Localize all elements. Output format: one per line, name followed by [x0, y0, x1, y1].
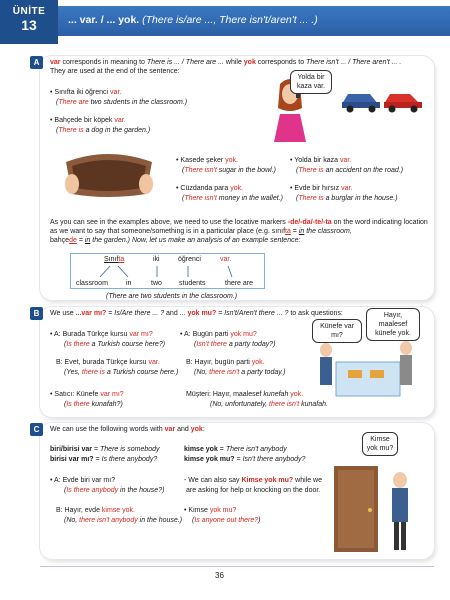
analysis-word-var: var. — [220, 256, 232, 263]
analysis-gloss-students: students — [179, 280, 206, 287]
question-speech-bubble: Künefe var mı? — [312, 319, 362, 343]
section-a-intro-1: var corresponds in meaning to There is ... / There are ... while yok corresponds to There isn't ... / There aren't ... . — [50, 59, 402, 66]
word-kimse-yok-mu: kimse yok mu? = Isn't there anybody? — [184, 456, 306, 463]
unit-badge — [0, 0, 58, 44]
example-3-turkish: • Kasede şeker yok. — [176, 157, 238, 164]
example-c2-question-english: (Is anyone out there?) — [192, 517, 261, 524]
dialog-3-answer: Müşteri: Hayır, maalesef kunefah yok. — [186, 391, 304, 398]
analysis-gloss-there-are: there are — [225, 280, 254, 287]
locative-explanation-1: As you can see in the examples above, we need to use the locative markers -de/-da/-te/-ta on the word indicating location — [50, 219, 428, 226]
example-c2-question: • Kimse yok mu? — [184, 507, 237, 514]
title-main: ... var. / ... yok. — [68, 14, 140, 26]
dialog-1-question-english: (Is there a Turkish course here?) — [64, 341, 166, 348]
example-1-turkish: • Sınıfta iki öğrenci var. — [50, 89, 122, 96]
example-6-english: (There is a burglar in the house.) — [296, 195, 398, 202]
example-c1-answer-english: (No, there isn't anybody in the house.) — [64, 517, 183, 524]
example-5-turkish: • Cüzdanda para yok. — [176, 185, 244, 192]
footer-divider — [40, 566, 434, 567]
dialog-1-question: • A: Burada Türkçe kursu var mı? — [50, 331, 153, 338]
analysis-gloss-in: in — [126, 280, 132, 287]
example-6-turkish: • Evde bir hırsız var. — [290, 185, 353, 192]
example-c1-question-english: (Is there anybody in the house?) — [64, 487, 165, 494]
section-a-badge: A — [30, 56, 43, 69]
word-biri-var: biri/birisi var = There is somebody — [50, 446, 160, 453]
car-accident-illustration — [340, 86, 424, 114]
word-birisi-var-mi: birisi var mı? = Is there anybody? — [50, 456, 158, 463]
dialog-2-answer-english: (No, there isn't a party today.) — [194, 369, 286, 376]
example-4-turkish: • Yolda bir kaza var. — [290, 157, 352, 164]
section-b-badge: B — [30, 307, 43, 320]
dialog-3-question: • Satıcı: Künefe var mı? — [50, 391, 124, 398]
locative-explanation-3: bahçede = in the garden.) Now, let us make an analysis of an example sentence: — [50, 237, 301, 244]
analysis-word-iki: iki — [153, 256, 160, 263]
analysis-word-sinifta: Sınıfta — [104, 256, 125, 263]
section-b-intro: We use ...var mı? = Is/Are there ... ? and ... yok mu? = Isn't/Aren't there ... ? to ask questions: — [50, 310, 343, 317]
page-header — [0, 0, 450, 44]
usage-note-1: - We can also say Kimse yok mu? while we — [184, 477, 322, 484]
analysis-translation: (There are two students in the classroom.) — [106, 293, 238, 300]
example-4-english: (There is an accident on the road.) — [296, 167, 404, 174]
analysis-gloss-two: two — [151, 280, 162, 287]
example-c1-answer: B: Hayır, evde kimse yok. — [56, 507, 135, 514]
usage-note-2: are asking for help or knocking on the door. — [186, 487, 321, 494]
answer-speech-bubble: Hayır, maalesef künefe yok. — [366, 308, 420, 341]
dialog-3-question-english: (Is there kunafah?) — [64, 401, 123, 408]
example-1-english: (There are two students in the classroom.) — [56, 99, 188, 106]
title-italic: (There is/are ..., There isn't/aren't ... .) — [142, 14, 318, 26]
analysis-gloss-classroom: classroom — [76, 280, 108, 287]
example-5-english: (There isn't money in the wallet.) — [182, 195, 283, 202]
dessert-shop-illustration — [316, 336, 420, 398]
word-kimse-yok: kimse yok = There isn't anybody — [184, 446, 287, 453]
empty-wallet-illustration — [60, 142, 158, 200]
analysis-arrows — [70, 264, 265, 280]
accident-speech-bubble: Yolda bir kaza var. — [290, 70, 332, 94]
anyone-speech-bubble: Kimse yok mu? — [362, 432, 398, 456]
example-2-turkish: • Bahçede bir köpek var. — [50, 117, 126, 124]
section-c-intro: We can use the following words with var and yok: — [50, 426, 205, 433]
dialog-1-answer-english: (Yes, there is a Turkish course here.) — [64, 369, 179, 376]
dialog-2-question-english: (Isn't there a party today?) — [194, 341, 276, 348]
page-title — [68, 14, 318, 26]
section-a-intro-2: They are used at the end of the sentence: — [50, 68, 180, 75]
page-number: 36 — [215, 571, 224, 580]
dialog-3-answer-english: (No, unfortunately, there isn't kunafah. — [210, 401, 328, 408]
section-c-badge: C — [30, 423, 43, 436]
example-c1-question: • A: Evde biri var mı? — [50, 477, 116, 484]
example-3-english: (There isn't sugar in the bowl.) — [182, 167, 276, 174]
dialog-2-question: • A: Bugün parti yok mu? — [180, 331, 257, 338]
unit-word: ÜNİTE — [12, 6, 46, 17]
title-bar — [58, 6, 450, 36]
dialog-1-answer: B: Evet, burada Türkçe kursu var. — [56, 359, 160, 366]
unit-number: 13 — [21, 17, 37, 33]
example-2-english: (There is a dog in the garden.) — [56, 127, 151, 134]
knocking-door-illustration — [326, 462, 420, 554]
analysis-word-ogrenci: öğrenci — [178, 256, 201, 263]
dialog-2-answer: B: Hayır, bugün parti yok. — [186, 359, 265, 366]
locative-explanation-2: as we want to say that someone/something is in a particular place (e.g. sınıfta = in the classroom, — [50, 228, 352, 235]
